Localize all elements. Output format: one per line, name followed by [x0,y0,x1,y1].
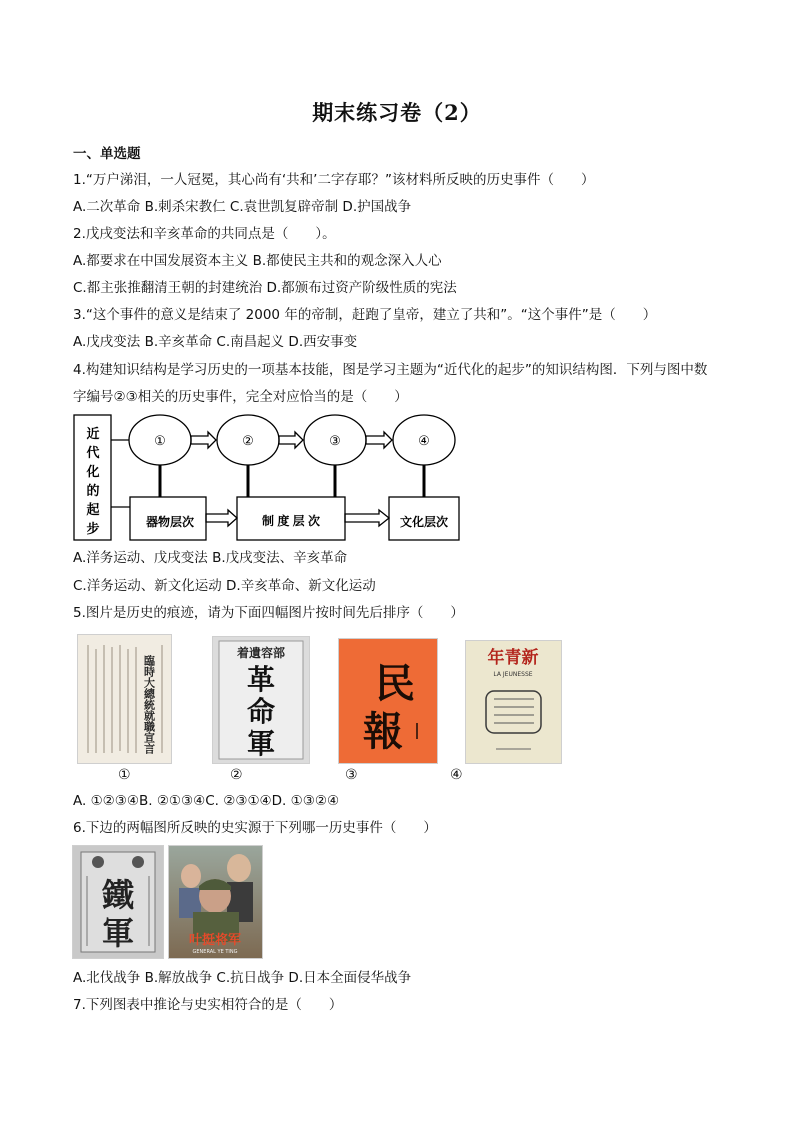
diagram-oval-label: ③ [329,433,341,448]
banner-char: 軍 [101,914,135,952]
revolutionary-army-book-image [212,636,310,764]
question-6: 6.下边的两幅图所反映的史实源于下列哪一历史事件（ ） [73,820,437,836]
knowledge-structure-diagram [73,412,473,544]
diagram-side-char: 代 [86,445,100,460]
diagram-oval-label: ① [154,433,166,448]
book-title-char: 革 [246,663,276,696]
diagram-oval-label: ② [242,433,254,448]
inauguration-declaration-image [77,634,172,764]
newspaper-title-char: 民 [375,660,415,707]
question-3: 3.“这个事件的意义是结束了 2000 年的帝制，赶跑了皇帝，建立了共和”。“这个事件”是（ ） [73,307,657,323]
min-bao-newspaper-image [338,638,438,764]
image-number: ④ [450,767,463,783]
question-2-options-ab: A.都要求在中国发展资本主义 B.都使民主共和的观念深入人心 [73,253,442,269]
image-number: ③ [345,767,358,783]
image-number: ① [118,767,131,783]
section-heading: 一、单选题 [73,146,141,162]
poster-subtitle-text: GENERAL YE TING [192,949,238,955]
diagram-side-char: 近 [86,426,100,441]
image-number: ② [230,767,243,783]
book-header-text: 着遺容部 [236,646,286,660]
diagram-oval-label: ④ [418,433,430,448]
new-youth-magazine-image [465,640,562,764]
general-ye-ting-poster-image [168,845,263,959]
question-6-options: A.北伐战争 B.解放战争 C.抗日战争 D.日本全面侵华战争 [73,970,412,986]
book-title-char: 軍 [246,727,276,760]
question-1: 1.“万户涕泪，一人冠冕，其心尚有‘共和’二字存耶？”该材料所反映的历史事件（ ） [73,172,595,188]
iron-army-banner-image [72,845,164,959]
question-2: 2.戊戌变法和辛亥革命的共同点是（ ）。 [73,226,336,242]
newspaper-title-char: 報 [363,708,403,755]
question-3-options: A.戊戌变法 B.辛亥革命 C.南昌起义 D.西安事变 [73,334,358,350]
inauguration-title-text: 臨時大總統就職宣言 [142,655,156,754]
diagram-side-char: 起 [86,502,100,517]
question-4-options-cd: C.洋务运动、新文化运动 D.辛亥革命、新文化运动 [73,578,376,594]
question-5-options: A. ①②③④B. ②①③④C. ②③①④D. ①③②④ [73,793,340,809]
question-5: 5.图片是历史的痕迹，请为下面四幅图片按时间先后排序（ ） [73,605,464,621]
diagram-box-label: 器物层次 [145,515,195,529]
magazine-subtitle-text: LA JEUNESSE [493,671,533,678]
question-7: 7.下列图表中推论与史实相符合的是（ ） [73,997,343,1013]
page-title: 期末练习卷（2） [312,100,482,125]
question-4-options-ab: A.洋务运动、戊戌变法 B.戊戌变法、辛亥革命 [73,550,348,566]
question-4-line1: 4.构建知识结构是学习历史的一项基本技能，图是学习主题为“近代化的起步”的知识结构图．下列与图中数 [73,362,708,378]
diagram-box-label: 文化层次 [399,515,449,529]
diagram-side-char: 化 [86,464,100,479]
banner-char: 鐵 [101,876,135,914]
magazine-title-text: 年青新 [487,648,539,668]
poster-title-text: 叶挺将军 [188,933,242,948]
book-title-char: 命 [246,695,276,728]
diagram-side-char: 的 [86,483,100,498]
question-4-line2: 字编号②③相关的历史事件，完全对应恰当的是（ ） [73,389,408,405]
diagram-side-char: 步 [86,521,100,536]
question-2-options-cd: C.都主张推翻清王朝的封建统治 D.都颁布过资产阶级性质的宪法 [73,280,457,296]
question-1-options: A.二次革命 B.刺杀宋教仁 C.袁世凯复辟帝制 D.护国战争 [73,199,412,215]
diagram-box-label: 制 度 层 次 [261,514,321,528]
